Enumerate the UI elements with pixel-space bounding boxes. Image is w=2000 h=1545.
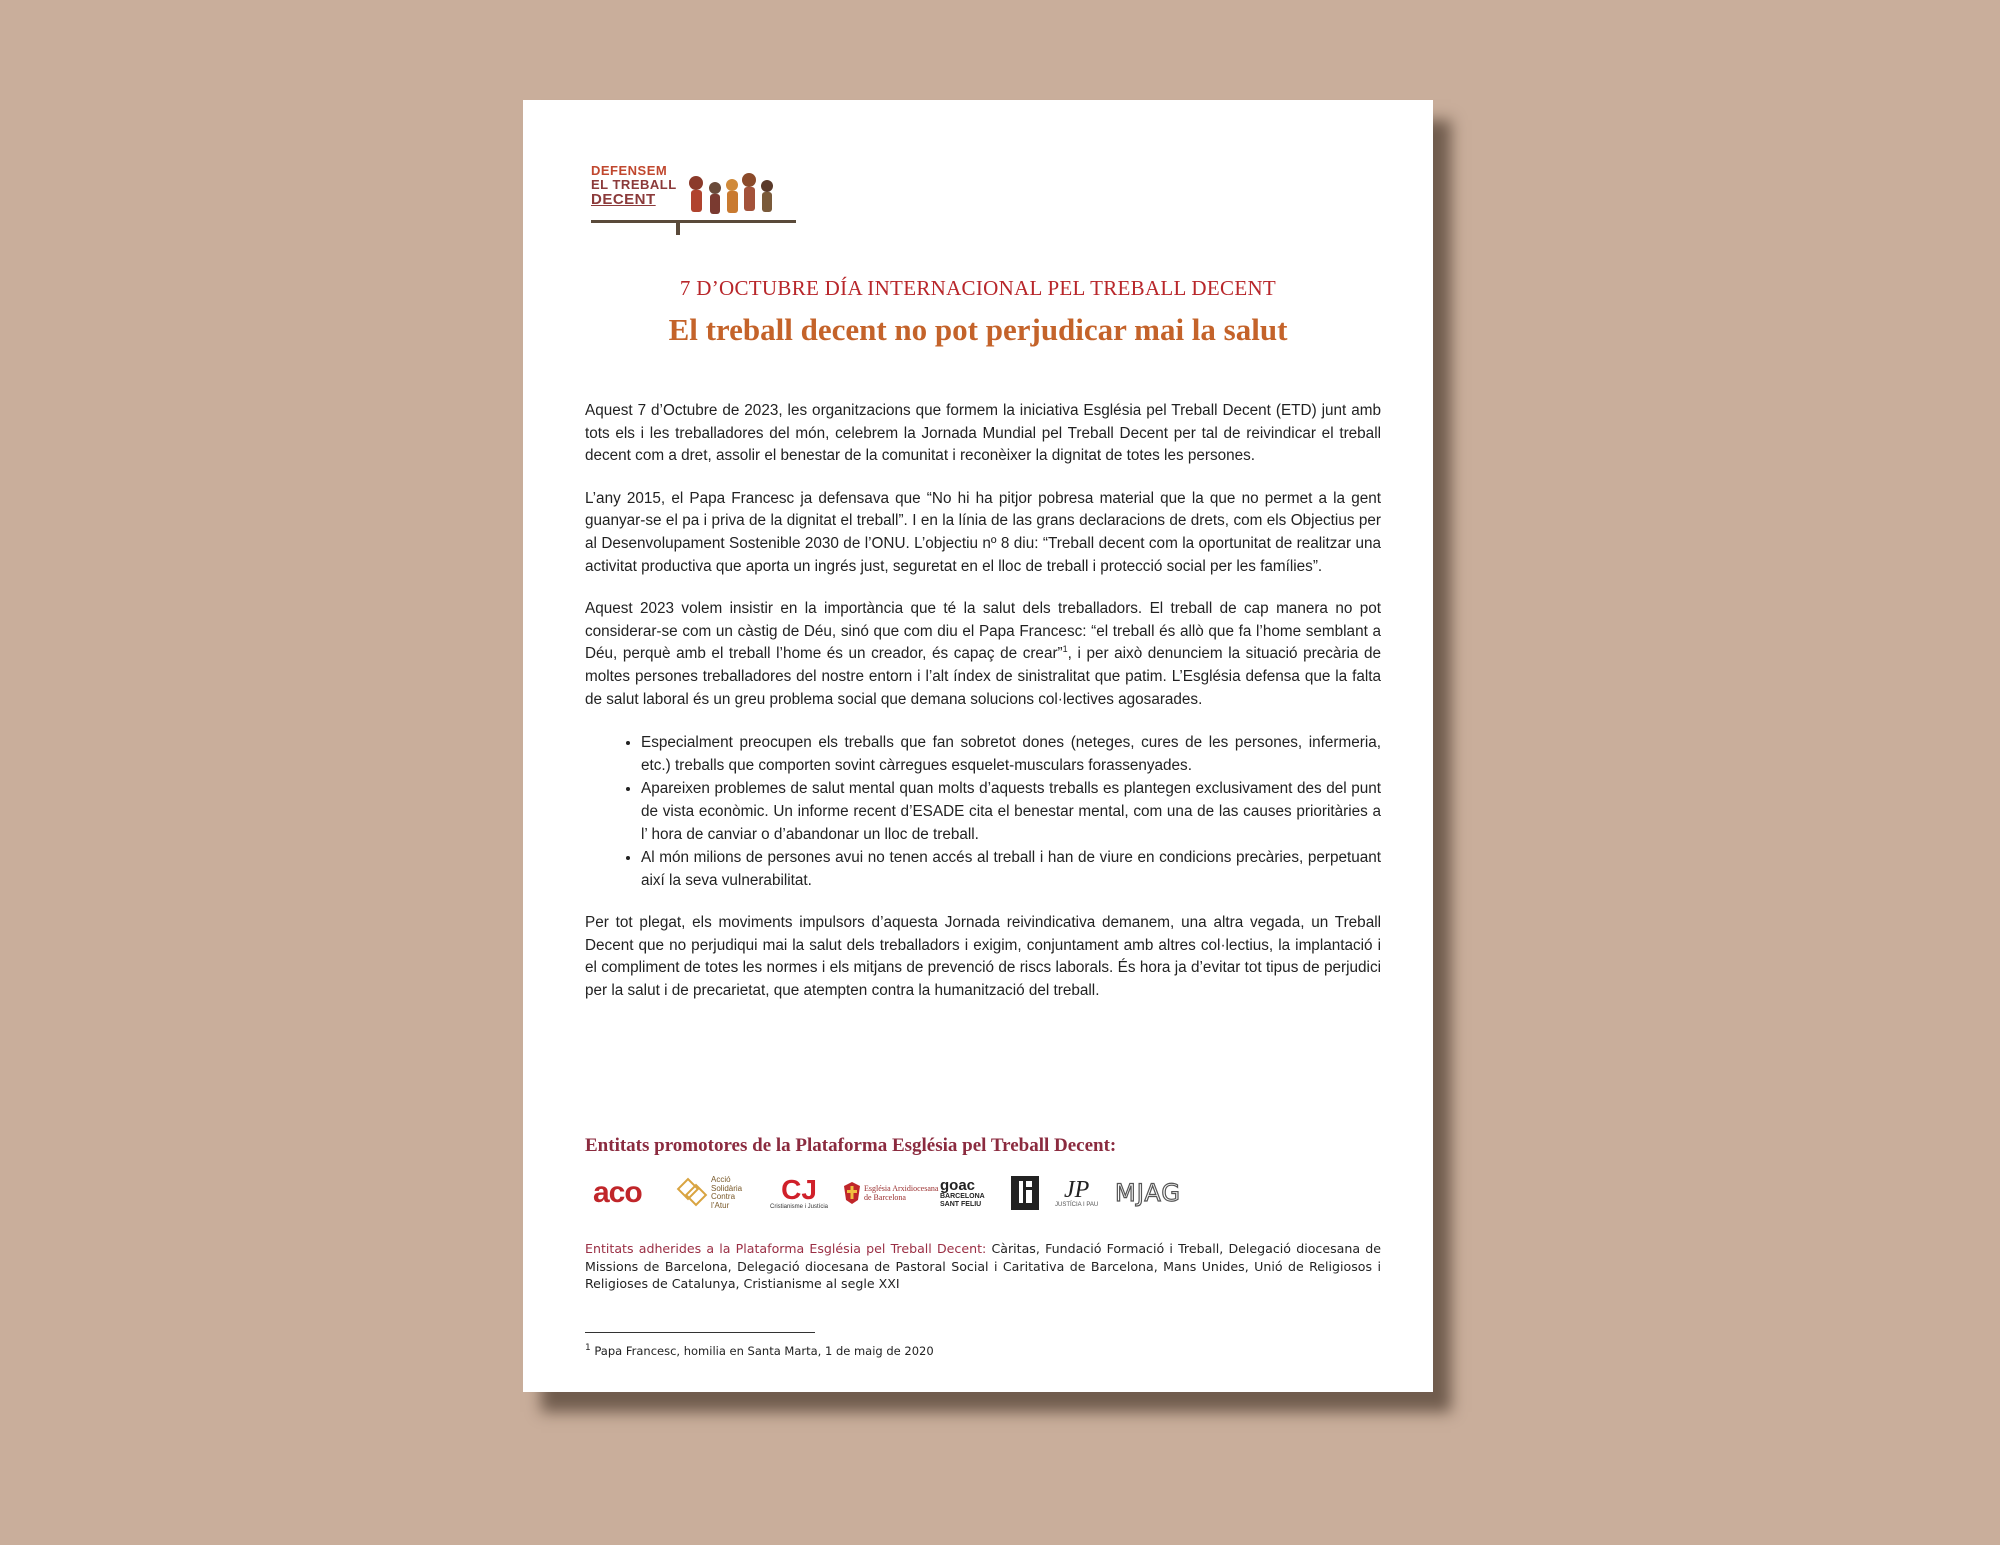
footnote-separator xyxy=(585,1332,815,1333)
document-body xyxy=(585,400,1381,1023)
footnote-number: 1 xyxy=(585,1343,591,1354)
mjag-logo-text: MJAG xyxy=(1115,1179,1181,1207)
list-item: • Apareixen problemes de salut mental quan molts d’aquests treballs es plantegen exclusivament des del punt de vista econòmic. Un informe recent d’ESADE cita el benestar mental, com una de las causes prioritàries a l’ hora de canviar o d’abandonar un lloc de treball. xyxy=(641,777,1381,846)
mjag-logo xyxy=(1115,1168,1181,1218)
jp-logo-text: JP xyxy=(1063,1177,1090,1203)
paragraph-3-part-a: Aquest 2023 volem insistir en la importància que té la salut dels treballadors. El treball de cap manera no pot considerar-se com un càstig de Déu, sinó que com diu el Papa Francesc: “el treball és allò que fa l’home semblant a Déu, perquè amb el treball l’home és un creador, és capaç de crear” xyxy=(585,600,1381,663)
jp-subtitle: JUSTÍCIA I PAU xyxy=(1055,1202,1099,1208)
justicia-i-pau-logo xyxy=(1055,1168,1098,1218)
goac-city-1: BARCELONA xyxy=(940,1192,985,1200)
esglesia-text-1: Església Arxidiocesana xyxy=(864,1184,939,1193)
defensem-treball-decent-logo xyxy=(591,158,801,238)
list-item: • Especialment preocupen els treballs que fan sobretot dones (neteges, cures de les persones, infermeria, etc.) treballs que comporten sovint càrregues esquelet-musculars forassenyades. xyxy=(641,731,1381,777)
list-item: • Al món milions de persones avui no tenen accés al treball i han de viure en condicions precàries, perpetuant així la seva vulnerabilitat. xyxy=(641,846,1381,892)
acs-text-4: l’Atur xyxy=(711,1200,730,1210)
paragraph-4: Per tot plegat, els moviments impulsors d’aquesta Jornada reivindicativa demanem, una altra vegada, un Treball Decent que no perjudiqui mai la salut dels treballadors i exigim, conjuntament amb altres col·lectius, la implantació i el compliment de totes les normes i els mitjans de prevenció de riscs laborals. És hora ja d’evitar tot tipus de perjudici per la salut i de precarietat, que atempten contra la humanització del treball. xyxy=(585,914,1381,1000)
esglesia-barcelona-logo xyxy=(843,1168,938,1218)
joc-emblem-icon xyxy=(1011,1176,1039,1210)
aco-logo-text: aco xyxy=(593,1176,642,1209)
accio-solidaria-logo xyxy=(675,1168,742,1218)
goac-city-2: SANT FELIU xyxy=(940,1200,982,1208)
acs-text-2: Solidària xyxy=(711,1183,743,1193)
page-title: El treball decent no pot perjudicar mai la salut xyxy=(668,312,1288,347)
goac-title: goac xyxy=(940,1176,976,1194)
bullet-list xyxy=(585,731,1381,892)
date-heading: 7 D’OCTUBRE DÍA INTERNACIONAL PEL TREBALL DECENT xyxy=(679,276,1277,300)
cj-subtitle: Cristianisme i Justícia xyxy=(770,1204,829,1210)
aco-logo xyxy=(593,1168,642,1218)
paragraph-3 xyxy=(585,598,1381,711)
adhered-list: Càritas, Fundació Formació i Treball, Delegació diocesana de Missions de Barcelona, Delegació diocesana de Pastoral Social i Caritativa de Barcelona, Mans Unides, Unió de Religiosos i Religioses de Catalunya, Cristianisme al segle XXI xyxy=(585,1241,1381,1292)
adhered-label: Entitats adherides a la Plataforma Església pel Treball Decent: xyxy=(585,1241,987,1256)
goac-logo xyxy=(940,1168,985,1218)
logo-line-1: DEFENSEM xyxy=(591,163,668,178)
esglesia-text-2: de Barcelona xyxy=(864,1193,906,1202)
logo-line-2: EL TREBALL xyxy=(591,177,677,192)
paragraph-3-part-b: , i per això denunciem la situació precària de moltes persones treballadores del nostre entorn i l’alt índex de sinistralitat que patim. L’Església defensa que la falta de salut laboral és un greu problema social que demana solucions col·lectives agosarades. xyxy=(585,645,1381,708)
promoters-heading: Entitats promotores de la Plataforma Església pel Treball Decent: xyxy=(585,1135,1117,1156)
footnote-text: Papa Francesc, homilia en Santa Marta, 1 de maig de 2020 xyxy=(590,1344,934,1358)
acs-text-1: Acció xyxy=(711,1175,731,1184)
footnote xyxy=(585,1344,934,1358)
paragraph-1: Aquest 7 d’Octubre de 2023, les organitzacions que formem la iniciativa Església pel Treball Decent (ETD) junt amb tots els i les treballadores del món, celebrem la Jornada Mundial pel Treball Decent per tal de reivindicar el treball decent com a dret, assolir el benestar de la comunitat i reconèixer la dignitat de totes les persones. xyxy=(585,402,1381,465)
footnote-reference[interactable]: 1 xyxy=(1062,644,1068,655)
acs-text-3: Contra xyxy=(711,1192,736,1201)
cj-logo xyxy=(770,1168,828,1218)
document-page xyxy=(523,100,1433,1392)
accio-solidaria-icon xyxy=(675,1176,709,1210)
cj-logo-text: CJ xyxy=(781,1174,817,1205)
logo-line-3: DECENT xyxy=(591,191,656,208)
cross-shield-icon xyxy=(843,1181,861,1205)
promoter-logos xyxy=(585,1168,1235,1218)
adhered-entities xyxy=(585,1240,1381,1293)
paragraph-2: L’any 2015, el Papa Francesc ja defensava que “No hi ha pitjor pobresa material que la que no permet a la gent guanyar-se el pa i priva de la dignitat el treball”. I en la línia de las grans declaracions de drets, com els Objectius per al Desenvolupament Sostenible 2030 de l’ONU. L’objectiu nº 8 diu: “Treball decent com la oportunitat de realitzar una activitat productiva que aporta un ingrés just, seguretat en el lloc de treball i protecció social per les famílies”. xyxy=(585,489,1381,575)
joc-logo xyxy=(1011,1168,1039,1218)
